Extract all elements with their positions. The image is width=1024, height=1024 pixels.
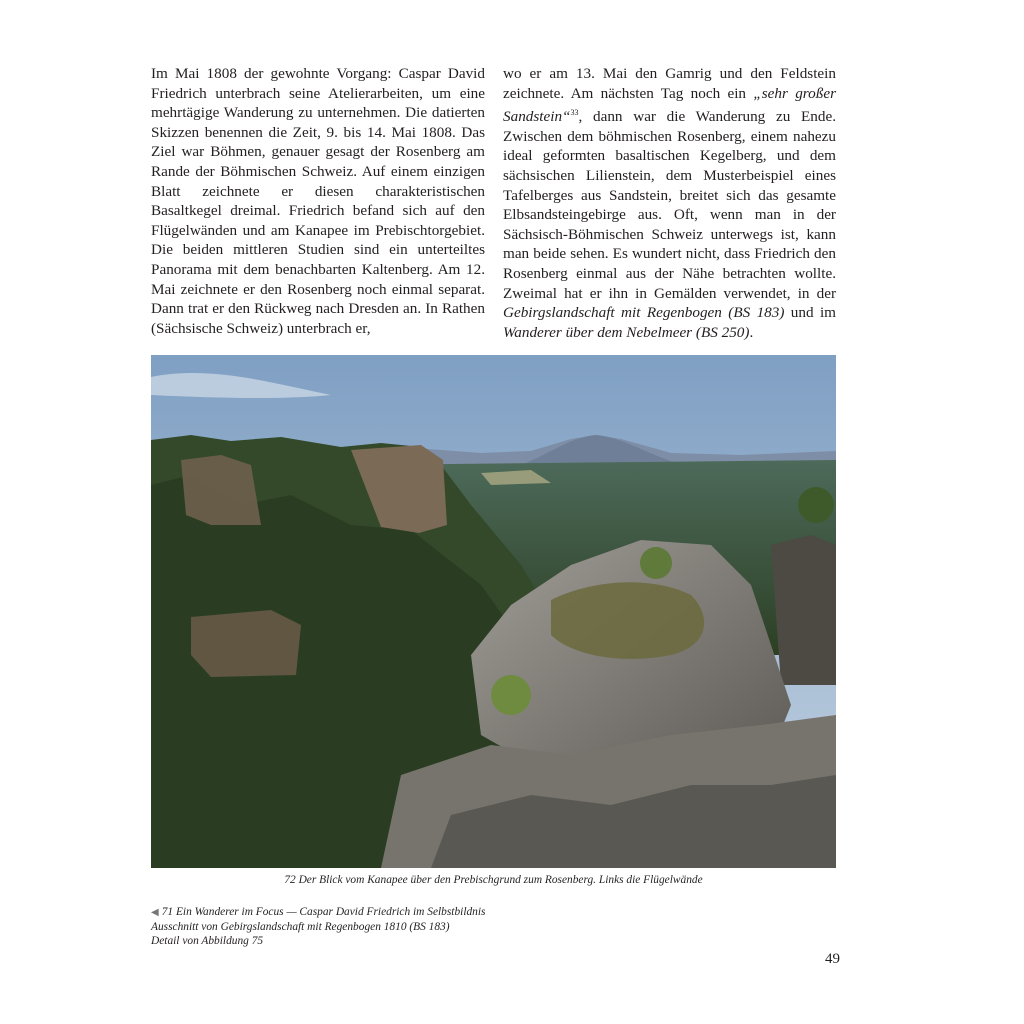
left-text-column <box>151 64 485 338</box>
photo-illustration <box>151 355 836 868</box>
figure-caption: 72 Der Blick vom Kanapee über den Prebischgrund zum Rosenberg. Links die Flügelwände <box>284 874 703 886</box>
birch-tree <box>491 675 531 715</box>
figref-line-1: 71 Ein Wanderer im Focus — Caspar David Friedrich im Selbstbildnis <box>161 906 486 918</box>
figref-line-2: Ausschnitt von Gebirgslandschaft mit Regenbogen 1810 (BS 183) <box>151 921 450 933</box>
painting-title-nebelmeer: Wanderer über dem Nebelmeer (BS 250) <box>503 323 750 341</box>
page-number: 49 <box>825 951 840 967</box>
right-text-column <box>503 64 836 342</box>
figref-line-3: Detail von Abbildung 75 <box>151 935 264 947</box>
left-triangle-icon: ◀ <box>151 907 159 918</box>
right-paragraph: wo er am 13. Mai den Gamrig und den Feldstein zeichnete. Am nächsten Tag noch ein „sehr großer Sandstein“$^{33}$, dann war die Wanderung zu Ende. Zwischen dem böhmischen Rosenberg, einem nahezu ideal geformten basaltischen Kegelberg, und dem sächsischen Lilienstein, dem Musterbeispiel eines Tafelberges aus Sandstein, breitet sich das gesamte Elbsandsteingebirge aus. Oft, wenn man in der Sächsisch-Böhmischen Schweiz unterwegs ist, kann man beide sehen. Es wundert nicht, dass Friedrich den Rosenberg einmal aus der Nähe betrachten wollte. Zweimal hat er ihn in Gemälden verwendet, in der Gebirgslandschaft mit Regenbogen (BS 183) und im Wanderer über dem Nebelmeer (BS 250). <box>503 65 836 341</box>
right-rock-pillar <box>771 535 836 685</box>
pine-tree <box>640 547 672 579</box>
left-paragraph: Im Mai 1808 der gewohnte Vorgang: Caspar David Friedrich unterbrach seine Atelierarbeiten, um eine mehrtägige Wanderung zu unternehmen. Die datierten Skizzen benennen die Zeit, 9. bis 14. Mai 1808. Das Ziel war Böhmen, genauer gesagt der Rosenberg am Rande der Böhmischen Schweiz. Auf einem einzigen Blatt zeichnete er diesen charakteristischen Basaltkegel dreimal. Friedrich befand sich auf den Flügelwänden und am Kanapee im Prebischtorgebiet. Die beiden mittleren Studien sind ein unterteiltes Panorama mit dem benachbarten Kaltenberg. Am 12. Mai zeichnete er den Rosenberg noch einmal separat. Dann trat er den Rückweg nach Dresden an. In Rathen (Sächsische Schweiz) unterbrach er, <box>151 65 485 337</box>
lower-cliff <box>191 610 301 677</box>
cliff-face-left <box>181 455 261 525</box>
landscape-photo <box>151 355 836 868</box>
quote-sehr-grosser-sandstein: „sehr großer Sandstein“ <box>503 84 836 126</box>
figure-reference-note <box>151 905 651 948</box>
pine-branch <box>798 487 834 523</box>
rock-heather <box>551 582 704 659</box>
painting-title-regenbogen: Gebirgslandschaft mit Regenbogen (BS 183) <box>503 304 785 322</box>
footnote-marker: 33 <box>570 108 579 118</box>
